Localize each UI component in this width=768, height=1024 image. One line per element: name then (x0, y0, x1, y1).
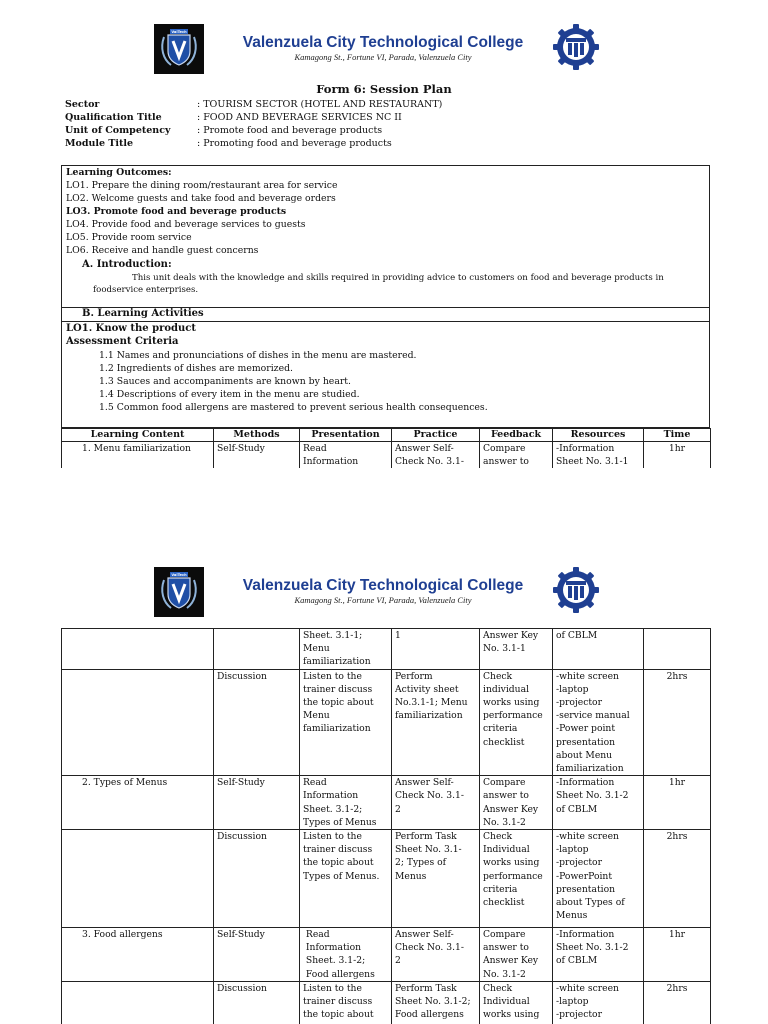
cell-line: performance (483, 710, 543, 722)
cell-line: Sheet. 3.1-2; (303, 955, 366, 967)
time-cell: 2hrs (644, 830, 711, 928)
cell-line: answer to (483, 456, 529, 468)
cell-line: works using (483, 1009, 540, 1021)
cell-line: the topic about (303, 857, 374, 869)
practice-cell (392, 776, 480, 830)
column-header: Learning Content (62, 429, 214, 442)
college-address: Kamagong St., Fortune VI, Parada, Valenzuela City (294, 595, 472, 605)
feedback-cell (480, 981, 553, 1024)
cell-line: Check (483, 670, 513, 682)
cell-line: familiarization (395, 710, 463, 722)
cell-line: Sheet. 3.1-2; (303, 803, 363, 815)
cell-line: Sheet No. 3.1- (395, 844, 462, 856)
cell-line: of CBLM (556, 955, 598, 967)
outcome-item: LO2. Welcome guests and take food and beverage orders (66, 193, 336, 204)
cell-line: 2 (395, 803, 401, 815)
learning-content-cell (62, 981, 214, 1024)
activities-table-page2 (61, 628, 711, 1024)
feedback-cell (480, 928, 553, 982)
cell-line: Sheet No. 3.1-2 (556, 942, 629, 954)
practice-cell (392, 629, 480, 670)
cell-line: Menu (303, 643, 330, 655)
method-cell: Self-Study (214, 442, 300, 469)
cell-line: checklist (483, 736, 525, 748)
method-cell: Discussion (214, 830, 300, 928)
cell-line: Activity sheet (395, 683, 459, 695)
page1-table-clip (0, 0, 768, 468)
cell-line: trainer discuss (303, 683, 373, 695)
college-shield-logo (154, 567, 204, 617)
presentation-cell (300, 928, 392, 982)
svg-text:ValTech: ValTech (171, 30, 187, 35)
cell-line: 2; Types of (395, 857, 447, 869)
cell-line: presentation (556, 736, 616, 748)
cell-line: presentation (556, 883, 616, 895)
presentation-cell (300, 981, 392, 1024)
cell-line: Types of Menus. (303, 870, 380, 882)
cell-line: -laptop (556, 996, 589, 1008)
cell-line: No.3.1-1; Menu (395, 697, 468, 709)
cell-line: Perform (395, 670, 433, 682)
cell-line: Types of Menus (303, 816, 377, 828)
cell-line: Individual (483, 996, 530, 1008)
cell-line: Listen to the (303, 831, 362, 843)
practice-cell (392, 830, 480, 928)
field-value: : Promoting food and beverage products (197, 138, 392, 149)
cell-line: -laptop (556, 683, 589, 695)
cell-line: -service manual (556, 710, 630, 722)
cell-line: works using (483, 857, 540, 869)
field-value: : Promote food and beverage products (197, 125, 383, 136)
cell-line: Check (483, 982, 513, 994)
cell-line: familiarization (303, 723, 371, 735)
column-header: Presentation (300, 429, 392, 442)
time-cell: 2hrs (644, 981, 711, 1024)
table-row (62, 928, 711, 982)
table-header-row (62, 429, 711, 442)
learning-outcomes-heading: Learning Outcomes: (66, 167, 172, 178)
cell-line: the topic about (303, 1009, 374, 1021)
tesda-gear-logo (551, 565, 601, 615)
practice-cell (392, 669, 480, 776)
outcome-item: LO5. Provide room service (66, 232, 192, 243)
practice-cell (392, 442, 480, 469)
cell-line: Listen to the (303, 670, 362, 682)
field-label: Sector (65, 99, 100, 110)
time-cell: 1hr (644, 442, 711, 469)
presentation-cell (300, 830, 392, 928)
form-title: Form 6: Session Plan (316, 82, 452, 96)
college-address: Kamagong St., Fortune VI, Parada, Valenzuela City (294, 52, 472, 62)
cell-line: No. 3.1-2 (483, 968, 526, 980)
cell-line: -white screen (556, 982, 619, 994)
learning-content-cell: 3. Food allergens (62, 928, 214, 982)
cell-line: familiarization (556, 763, 624, 775)
learning-content-cell (62, 830, 214, 928)
field-label: Module Title (65, 138, 134, 149)
learning-content-cell (62, 669, 214, 776)
cell-line: -projector (556, 697, 602, 709)
table-row (62, 981, 711, 1024)
cell-line: individual (483, 683, 530, 695)
table-row (62, 442, 711, 469)
cell-line: Read (303, 443, 327, 454)
cell-line: Check No. 3.1- (395, 456, 464, 468)
cell-line: Answer Self- (395, 929, 454, 941)
criteria-item: 1.1 Names and pronunciations of dishes in the menu are mastered. (99, 350, 417, 361)
cell-line: trainer discuss (303, 996, 373, 1008)
cell-line: Compare (483, 777, 526, 789)
cell-line: the topic about (303, 697, 374, 709)
criteria-item: 1.5 Common food allergens are mastered to prevent serious health consequences. (99, 402, 488, 413)
column-header: Feedback (480, 429, 553, 442)
criteria-item: 1.4 Descriptions of every item in the menu are studied. (99, 389, 360, 400)
resources-cell (553, 830, 644, 928)
criteria-item: 1.3 Sauces and accompaniments are known by heart. (99, 376, 351, 387)
outcome-item: LO6. Receive and handle guest concerns (66, 245, 259, 256)
table-row (62, 629, 711, 670)
column-header: Practice (392, 429, 480, 442)
outcome-item: LO4. Provide food and beverage services to guests (66, 219, 306, 230)
outcome-item-current: LO3. Promote food and beverage products (66, 206, 287, 217)
column-header: Resources (553, 429, 644, 442)
criteria-item: 1.2 Ingredients of dishes are memorized. (99, 363, 293, 374)
resources-cell (553, 629, 644, 670)
page2-table-clip (0, 620, 768, 1024)
column-header: Time (644, 429, 711, 442)
cell-line: 1 (395, 630, 401, 641)
cell-line: Menu (303, 710, 330, 722)
cell-line: trainer discuss (303, 844, 373, 856)
cell-line: Compare (483, 929, 526, 941)
introduction-heading: A. Introduction: (82, 259, 172, 270)
cell-line: answer to (483, 942, 529, 954)
cell-line: Read (303, 777, 327, 789)
cell-line: Information (303, 790, 359, 802)
field-label: Unit of Competency (65, 125, 171, 136)
table-row (62, 830, 711, 928)
resources-cell (553, 442, 644, 469)
presentation-cell (300, 629, 392, 670)
time-cell: 1hr (644, 928, 711, 982)
cell-line: -PowerPoint (556, 870, 613, 882)
cell-line: Food allergens (395, 1009, 464, 1021)
practice-cell (392, 928, 480, 982)
cell-line: Perform Task (395, 831, 457, 843)
cell-line: No. 3.1-2 (483, 816, 526, 828)
time-cell: 2hrs (644, 669, 711, 776)
feedback-cell (480, 442, 553, 469)
cell-line: Check (483, 831, 513, 843)
table-row (62, 669, 711, 776)
method-cell (214, 629, 300, 670)
resources-cell (553, 669, 644, 776)
cell-line: -white screen (556, 831, 619, 843)
cell-line: 2 (395, 955, 401, 967)
cell-line: -projector (556, 1009, 602, 1021)
cell-line: Check No. 3.1- (395, 942, 464, 954)
cell-line: works using (483, 697, 540, 709)
cell-line: -Power point (556, 723, 616, 735)
cell-line: Compare (483, 443, 526, 454)
column-header: Methods (214, 429, 300, 442)
cell-line: Food allergens (303, 968, 375, 980)
cell-line: -white screen (556, 670, 619, 682)
cell-line: Sheet No. 3.1-2 (556, 790, 629, 802)
cell-line: Individual (483, 844, 530, 856)
cell-line: -Information (556, 443, 615, 454)
method-cell: Self-Study (214, 776, 300, 830)
presentation-cell (300, 776, 392, 830)
introduction-text-line2: foodservice enterprises. (93, 285, 199, 295)
feedback-cell (480, 669, 553, 776)
feedback-cell (480, 629, 553, 670)
cell-line: -Information (556, 777, 615, 789)
cell-line: of CBLM (556, 630, 598, 641)
lo-title: LO1. Know the product (66, 323, 197, 334)
cell-line: -Information (556, 929, 615, 941)
resources-cell (553, 928, 644, 982)
time-cell: 1hr (644, 776, 711, 830)
cell-line: Check No. 3.1- (395, 790, 464, 802)
cell-line: Sheet No. 3.1-2; (395, 996, 471, 1008)
cell-line: Menus (556, 910, 588, 922)
learning-content-cell: 2. Types of Menus (62, 776, 214, 830)
cell-line: Answer Key (483, 955, 539, 967)
cell-line: Read (303, 929, 330, 941)
cell-line: Answer Key (483, 803, 539, 815)
cell-line: -projector (556, 857, 602, 869)
college-name: Valenzuela City Technological College (242, 34, 524, 51)
cell-line: Answer Key (483, 630, 539, 641)
field-label: Qualification Title (65, 112, 162, 123)
practice-cell (392, 981, 480, 1024)
feedback-cell (480, 830, 553, 928)
learning-content-cell (62, 629, 214, 670)
resources-cell (553, 776, 644, 830)
presentation-cell (300, 669, 392, 776)
cell-line: performance (483, 870, 543, 882)
page2-table-body (62, 629, 711, 1024)
svg-text:ValTech: ValTech (171, 573, 187, 578)
method-cell: Self-Study (214, 928, 300, 982)
cell-line: about Types of (556, 897, 625, 909)
presentation-cell (300, 442, 392, 469)
cell-line: Sheet. 3.1-1; (303, 630, 363, 641)
field-value: : TOURISM SECTOR (HOTEL AND RESTAURANT) (197, 99, 443, 110)
method-cell: Discussion (214, 669, 300, 776)
cell-line: Perform Task (395, 982, 457, 994)
cell-line: answer to (483, 790, 529, 802)
time-cell (644, 629, 711, 670)
learning-content-cell: 1. Menu familiarization (62, 442, 214, 469)
outcome-item: LO1. Prepare the dining room/restaurant area for service (66, 180, 338, 191)
table-row (62, 776, 711, 830)
feedback-cell (480, 776, 553, 830)
introduction-text-line1: This unit deals with the knowledge and skills required in providing advice to customers on food and beverage products in (132, 273, 664, 283)
cell-line: Sheet No. 3.1-1 (556, 456, 629, 468)
cell-line: Menus (395, 870, 427, 882)
cell-line: criteria (483, 723, 518, 735)
learning-activities-heading: B. Learning Activities (82, 308, 204, 319)
cell-line: Answer Self- (395, 777, 454, 789)
cell-line: Answer Self- (395, 443, 454, 454)
cell-line: familiarization (303, 656, 371, 668)
activities-table-page1 (61, 428, 711, 468)
cell-line: criteria (483, 883, 518, 895)
resources-cell (553, 981, 644, 1024)
method-cell: Discussion (214, 981, 300, 1024)
cell-line: Information (303, 942, 362, 954)
field-value: : FOOD AND BEVERAGE SERVICES NC II (197, 112, 402, 123)
cell-line: about Menu (556, 749, 613, 761)
cell-line: -laptop (556, 844, 589, 856)
assessment-criteria-heading: Assessment Criteria (66, 336, 179, 347)
cell-line: Listen to the (303, 982, 362, 994)
cell-line: checklist (483, 897, 525, 909)
cell-line: of CBLM (556, 803, 598, 815)
cell-line: Information (303, 456, 359, 468)
cell-line: No. 3.1-1 (483, 643, 526, 655)
college-name: Valenzuela City Technological College (242, 577, 524, 594)
